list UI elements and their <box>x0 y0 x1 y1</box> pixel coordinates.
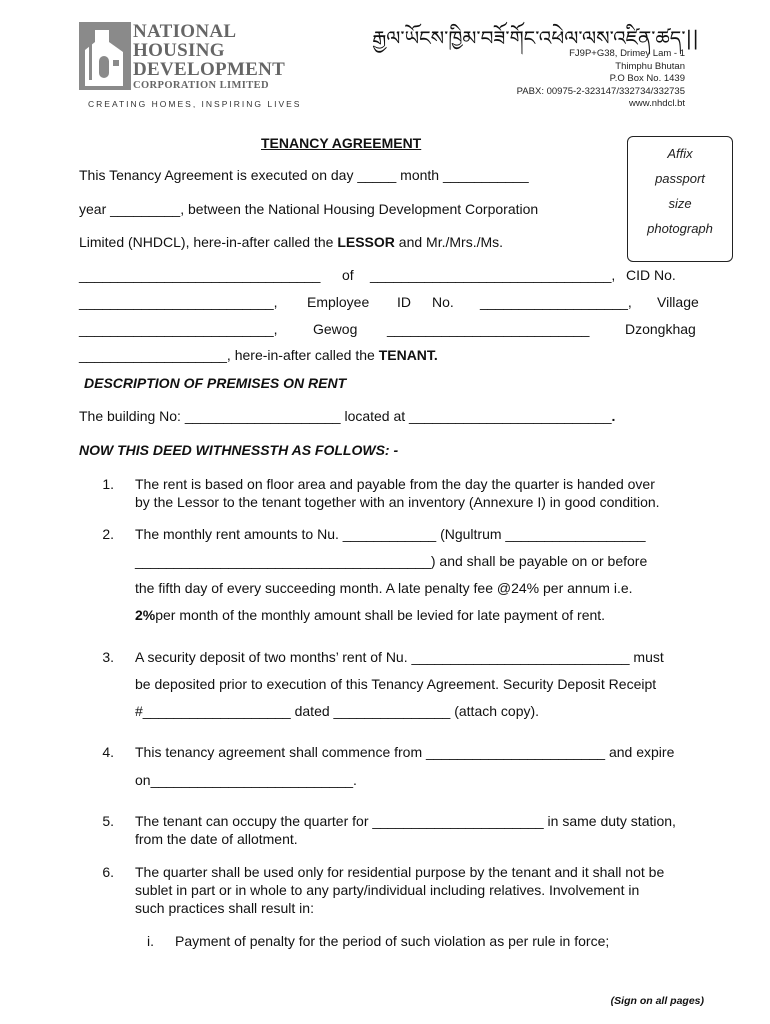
intro-text: Limited (NHDCL), here-in-after called the <box>79 234 338 250</box>
photo-label: Affix <box>667 146 693 161</box>
website-link[interactable]: www.nhdcl.bt <box>629 98 685 109</box>
intro-line-3 <box>79 234 503 250</box>
clause-2-line: The monthly rent amounts to Nu. ____________ (Ngultrum __________________ <box>135 526 646 542</box>
address-line: PABX: 00975-2-323147/332734/332735 <box>516 85 685 97</box>
clause-4-line: This tenancy agreement shall commence from _______________________ and expire <box>135 744 675 760</box>
address-line: Thimphu Bhutan <box>615 60 685 72</box>
cid-label: CID No. <box>626 267 676 283</box>
intro-line-2: year _________, between the National Housing Development Corporation <box>79 201 539 217</box>
clause-number: 2. <box>102 526 114 542</box>
gewog-label: Gewog <box>313 321 358 337</box>
building-location-blanks[interactable]: The building No: ____________________ located at __________________________ <box>79 408 612 424</box>
intro-line-1: This Tenancy Agreement is executed on day _____ month ___________ <box>79 167 529 183</box>
address-blank[interactable]: _______________________________, <box>370 267 616 283</box>
clause-5-line: from the date of allotment. <box>135 831 298 847</box>
clause-2-line: ______________________________________) and shall be payable on or before <box>135 553 648 569</box>
tagline: CREATING HOMES, INSPIRING LIVES <box>88 99 302 109</box>
clause-4-line: on__________________________. <box>135 772 357 788</box>
photo-label: size <box>668 196 692 211</box>
employee-label: Employee <box>307 294 370 310</box>
address-line: P.O Box No. 1439 <box>609 73 685 84</box>
clause-6-line: such practices shall result in: <box>135 900 314 916</box>
document-title: TENANCY AGREEMENT <box>261 135 422 151</box>
org-name <box>133 22 285 92</box>
clause-5-line: The tenant can occupy the quarter for ______________________ in same duty station, <box>135 813 676 829</box>
clause-3-line: #___________________ dated _______________ (attach copy). <box>135 703 540 719</box>
clause-2-line: the fifth day of every succeeding month. A late penalty fee @24% per annum i.e. <box>135 580 633 596</box>
sub-clause-text: Payment of penalty for the period of such violation as per rule in force; <box>175 933 610 949</box>
photo-label: photograph <box>647 221 713 236</box>
village-label: Village <box>657 294 699 310</box>
intro-text: and Mr./Mrs./Ms. <box>394 234 504 250</box>
name-blank[interactable]: _______________________________ <box>79 267 321 283</box>
dzongkhag-label: Dzongkhag <box>625 321 696 337</box>
tenant-line <box>79 347 438 363</box>
clause-1-line: by the Lessor to the tenant together with an inventory (Annexure I) in good condition. <box>135 494 660 510</box>
clause-number: 3. <box>102 649 114 665</box>
address-line: FJ9P+G38, Drimey Lam - 1 <box>569 48 685 59</box>
no-label: No. <box>432 294 454 310</box>
address-block <box>517 48 685 111</box>
clause-text: per month of the monthly amount shall be levied for late payment of rent. <box>155 607 606 623</box>
village-blank[interactable]: _________________________, <box>79 321 278 337</box>
org-line-2: HOUSING <box>133 40 225 61</box>
dzongkhag-blank[interactable]: ___________________, here-in-after called the <box>79 347 379 363</box>
deed-heading: NOW THIS DEED WITHNESSTH AS FOLLOWS: - <box>79 442 399 458</box>
org-line-4: CORPORATION LIMITED <box>133 80 270 91</box>
tenant-label: TENANT. <box>378 347 438 363</box>
clause-number: 4. <box>102 744 114 760</box>
clause-3-line: A security deposit of two months’ rent of Nu. ____________________________ must <box>135 649 664 665</box>
premises-heading: DESCRIPTION OF PREMISES ON RENT <box>84 375 347 391</box>
period: . <box>611 408 616 424</box>
percent-bold: 2% <box>135 607 156 623</box>
clause-6-line: sublet in part or in whole to any party/individual including relatives. Involvement in <box>135 882 640 898</box>
lessor-label: LESSOR <box>337 234 395 250</box>
org-line-3: DEVELOPMENT <box>133 59 286 80</box>
clause-6-line: The quarter shall be used only for residential purpose by the tenant and it shall not be <box>135 864 665 880</box>
clause-number: 1. <box>102 476 114 492</box>
footer-note: (Sign on all pages) <box>610 995 704 1007</box>
photo-label: passport <box>655 171 705 186</box>
clause-2-line <box>135 607 605 623</box>
clause-3-line: be deposited prior to execution of this Tenancy Agreement. Security Deposit Receipt <box>135 676 657 692</box>
dzongkha-name: རྒྱལ་ཡོངས་ཁྱིམ་བཟོ་གོང་འཕེལ་ལས་འཛིན་ཚད་|| <box>372 26 699 50</box>
nhdcl-logo <box>79 22 131 90</box>
clause-number: 6. <box>102 864 114 880</box>
premises-line <box>79 408 615 424</box>
clause-number: 5. <box>102 813 114 829</box>
id-label: ID <box>397 294 411 310</box>
employee-id-blank[interactable]: ___________________, <box>480 294 632 310</box>
of-label: of <box>342 267 354 283</box>
sub-clause-number: i. <box>147 933 154 949</box>
photo-placeholder <box>627 136 733 262</box>
org-line-1: NATIONAL <box>133 21 237 42</box>
clause-1-line: The rent is based on floor area and payable from the day the quarter is handed over <box>135 476 655 492</box>
cid-blank[interactable]: _________________________, <box>79 294 278 310</box>
gewog-blank[interactable]: __________________________ <box>387 321 590 337</box>
